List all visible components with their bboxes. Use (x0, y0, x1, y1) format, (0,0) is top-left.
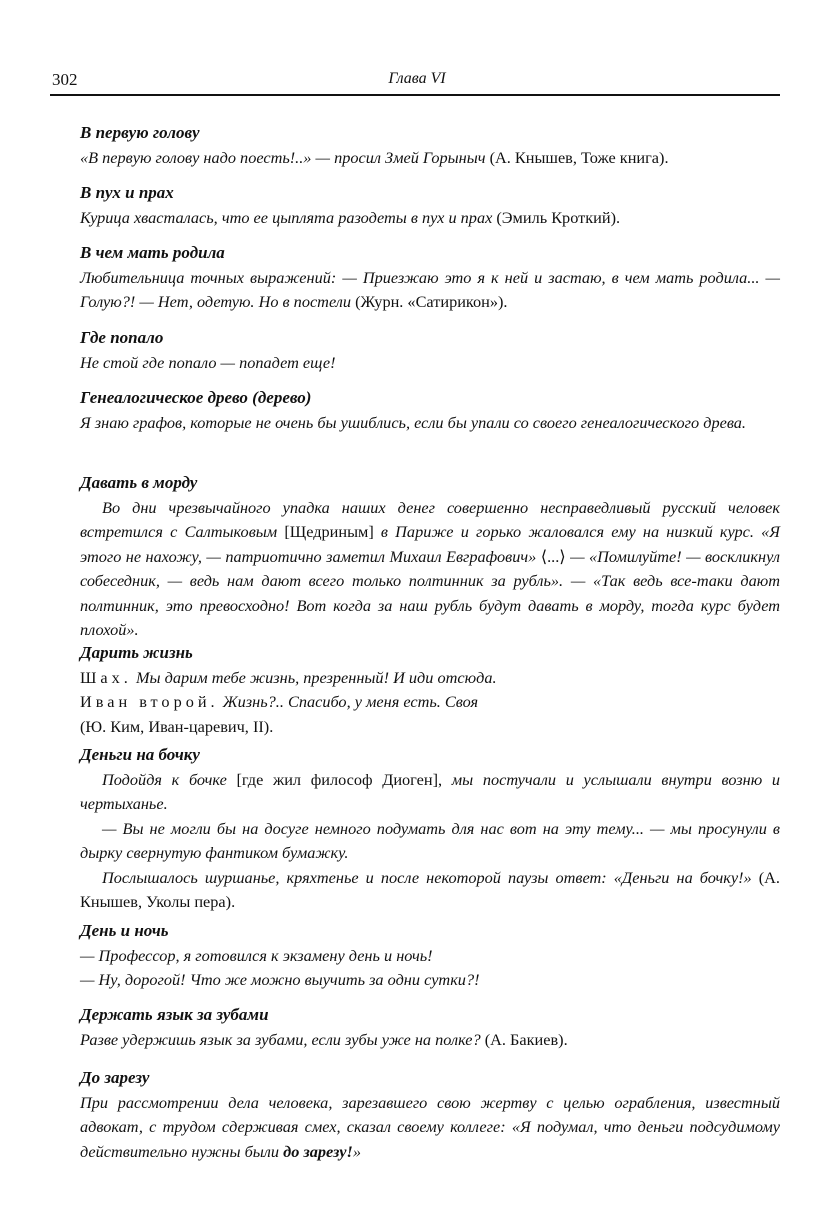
entry-heading: Дарить жизнь (80, 643, 193, 662)
quote-text: При рассмотрении дела человека, зарезавшего свою жертву с целью ограбления, известный адвокат, с трудом сдерживая смех, сказал своему коллеге: «Я подумал, что деньги подсудимому действительно нужны были (80, 1093, 780, 1161)
running-header-chapter: Глава VI (388, 70, 446, 87)
entry-body (80, 206, 780, 230)
entry-paragraph (80, 768, 780, 817)
entry-body (80, 351, 780, 375)
quote-text: Курица хвасталась, что ее цыплята разодеты в пух и прах (80, 208, 493, 227)
dictionary-entry (80, 920, 780, 993)
dictionary-entry (80, 1004, 780, 1052)
source-citation: ⟨...⟩ (540, 546, 566, 566)
entry-paragraph (80, 1028, 780, 1052)
entry-heading: В первую голову (80, 123, 200, 142)
entry-body (80, 768, 780, 914)
source-citation: (А. Кнышев, Уколы пера). (80, 867, 780, 912)
entry-heading: В пух и прах (80, 183, 174, 202)
source-citation: [где жил философ Диоген], (236, 770, 443, 789)
dictionary-entry (80, 1067, 780, 1164)
quote-text: Подойдя к бочке (102, 770, 237, 789)
quote-text: в Париже и горько жаловался ему на низкий курс. «Я этого не нахожу, — патриотично заметил Михаил Евграфович» (80, 522, 780, 566)
speaker-name: Иван второй. (80, 692, 219, 712)
entry-heading: День и ночь (80, 921, 169, 940)
entry-body (80, 411, 780, 435)
quote-text: Я знаю графов, которые не очень бы ушиблись, если бы упали со своего генеалогического древа. (80, 413, 747, 432)
entry-paragraph (80, 715, 780, 739)
header-rule (50, 94, 780, 96)
entry-paragraph (80, 146, 780, 170)
page-number: 302 (52, 70, 78, 89)
source-citation: (Эмиль Кроткий). (492, 208, 621, 227)
entry-paragraph (80, 206, 780, 230)
quote-text: Мы дарим тебе жизнь, презренный! И иди отсюда. (131, 668, 497, 687)
dictionary-entry (80, 122, 780, 170)
entry-paragraph (80, 266, 780, 315)
entry-heading: Давать в морду (80, 473, 198, 492)
source-citation: [Щедриным] (284, 522, 374, 542)
quote-text: — Профессор, я готовился к экзамену день и ночь! (80, 946, 433, 965)
dictionary-entry (80, 387, 780, 435)
dictionary-entry (80, 642, 780, 739)
quote-text: до зарезу! (283, 1141, 353, 1161)
quote-text: — «Помилуйте! — воскликнул собеседник, — ведь нам дают всего только полтинник за рубль». — «Так ведь все-таки дают полтинник, это превосходно! Вот когда за наш рубль будут давать в морду, тогда курс будет плохой». (80, 546, 781, 640)
entry-paragraph (80, 411, 780, 435)
entry-body (80, 146, 780, 170)
quote-text: — Ну, дорогой! Что же можно выучить за одни сутки?! (80, 970, 480, 990)
entry-heading: Держать язык за зубами (80, 1005, 269, 1024)
dictionary-entry (80, 472, 780, 642)
entry-paragraph (80, 496, 780, 642)
quote-text: — Вы не могли бы на досуге немного подумать для нас вот на эту тему... — мы просунули в дырку свернутую фантиком бумажку. (80, 818, 780, 863)
speaker-name: Шах. (80, 668, 132, 687)
quote-text: «В первую голову надо поесть!..» — просил Змей Горыныч (80, 148, 486, 167)
quote-text: » (352, 1141, 362, 1161)
entry-body (80, 496, 780, 642)
entry-heading: Генеалогическое древо (дерево) (80, 388, 312, 407)
dictionary-entry (80, 327, 780, 375)
source-citation: (Журн. «Сатирикон»). (351, 292, 508, 312)
entry-paragraph (80, 817, 780, 866)
entry-heading: В чем мать родила (80, 243, 225, 262)
source-citation: (А. Бакиев). (480, 1030, 568, 1049)
entry-paragraph (80, 351, 780, 375)
entry-paragraph (80, 666, 780, 690)
entry-paragraph (80, 866, 780, 915)
quote-text: Жизнь?.. Спасибо, у меня есть. Своя (218, 692, 479, 712)
entry-body (80, 266, 780, 315)
entry-body (80, 666, 780, 739)
dictionary-entry (80, 744, 780, 914)
entry-body (80, 1091, 780, 1164)
entry-paragraph (80, 1091, 780, 1164)
quote-text: мы постучали и услышали внутри возню и чертыханье. (80, 770, 780, 814)
source-citation: (А. Кнышев, Тоже книга). (485, 148, 669, 167)
dictionary-entry (80, 182, 780, 230)
entry-heading: До зарезу (80, 1068, 150, 1087)
entry-heading: Деньги на бочку (80, 745, 200, 764)
entry-paragraph (80, 690, 780, 714)
quote-text: Разве удержишь язык за зубами, если зубы уже на полке? (80, 1030, 481, 1049)
quote-text: Не стой где попало — попадет еще! (80, 353, 336, 372)
quote-text: Во дни чрезвычайного упадка наших денег совершенно несправедливый русский человек встретился с Салтыковым (80, 498, 780, 542)
quote-text: Послышалось шуршанье, кряхтенье и после некоторой паузы ответ: «Деньги на бочку!» (102, 867, 752, 887)
source-citation: (Ю. Ким, Иван-царевич, II). (80, 716, 274, 736)
quote-text: Любительница точных выражений: — Приезжаю это я к ней и застаю, в чем мать родила... — Голую?! — Нет, одетую. Но в постели (80, 268, 780, 312)
entry-body (80, 944, 780, 993)
dictionary-entry (80, 242, 780, 315)
entry-heading: Где попало (80, 328, 164, 347)
entry-paragraph (80, 968, 780, 992)
entry-body (80, 1028, 780, 1052)
entry-paragraph (80, 944, 780, 968)
